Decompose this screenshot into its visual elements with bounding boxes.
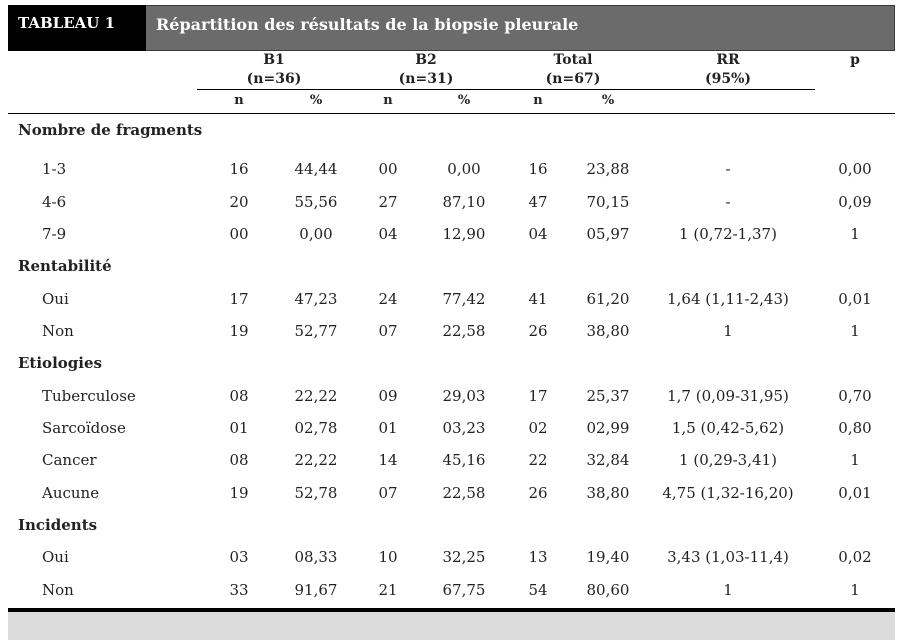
- table-row: [0, 193, 902, 215]
- cell-b1-n: 19: [229, 484, 249, 502]
- col-rr-name: RR: [716, 52, 740, 68]
- col-b2-n: (n=31): [398, 71, 454, 87]
- table-title-bar: [8, 5, 895, 51]
- col-b1-n: (n=36): [246, 71, 302, 87]
- section-title: Etiologies: [18, 354, 102, 372]
- cell-b1-pct: 44,44: [294, 160, 338, 178]
- cell-p: 0,02: [838, 548, 872, 566]
- section-title: Incidents: [18, 516, 98, 534]
- cell-total-n: 02: [528, 419, 548, 437]
- cell-b1-n: 16: [229, 160, 249, 178]
- cell-total-pct: 25,37: [586, 387, 630, 405]
- cell-b1-n: 08: [229, 451, 249, 469]
- row-label: Cancer: [42, 451, 97, 469]
- cell-rr: 1: [723, 322, 733, 340]
- col-header-b1: [224, 51, 324, 89]
- cell-b1-pct: 55,56: [294, 193, 338, 211]
- cell-b1-n: 01: [229, 419, 249, 437]
- cell-b2-n: 01: [378, 419, 398, 437]
- cell-total-n: 22: [528, 451, 548, 469]
- cell-b1-n: 00: [229, 225, 249, 243]
- cell-rr: 1,64 (1,11-2,43): [667, 290, 789, 308]
- cell-b1-n: 17: [229, 290, 249, 308]
- row-label: Tuberculose: [42, 387, 136, 405]
- col-b2-name: B2: [415, 52, 437, 68]
- col-total-name: Total: [553, 52, 593, 68]
- cell-b2-pct: 32,25: [442, 548, 486, 566]
- cell-b2-pct: 0,00: [447, 160, 481, 178]
- col-b1-n-label: n: [234, 93, 244, 108]
- col-p-name: p: [850, 52, 860, 68]
- cell-b1-n: 03: [229, 548, 249, 566]
- row-label: 4-6: [42, 193, 67, 211]
- cell-total-pct: 32,84: [586, 451, 630, 469]
- cell-b1-pct: 47,23: [294, 290, 338, 308]
- cell-total-n: 17: [528, 387, 548, 405]
- cell-b2-pct: 03,23: [442, 419, 486, 437]
- table-row: [0, 290, 902, 312]
- section-title: Nombre de fragments: [18, 121, 203, 139]
- cell-b2-pct: 77,42: [442, 290, 486, 308]
- cell-b1-n: 20: [229, 193, 249, 211]
- cell-b2-pct: 22,58: [442, 484, 486, 502]
- cell-b2-pct: 29,03: [442, 387, 486, 405]
- cell-b2-pct: 22,58: [442, 322, 486, 340]
- cell-total-n: 04: [528, 225, 548, 243]
- cell-total-n: 13: [528, 548, 548, 566]
- row-label: Sarcoïdose: [42, 419, 126, 437]
- cell-b2-n: 07: [378, 322, 398, 340]
- table-row: [0, 548, 902, 570]
- cell-total-pct: 61,20: [586, 290, 630, 308]
- cell-rr: 1 (0,72-1,37): [679, 225, 777, 243]
- cell-b1-pct: 08,33: [294, 548, 338, 566]
- col-header-p: [805, 51, 902, 70]
- col-b1-pct-label: %: [309, 93, 323, 108]
- col-total-n-label: n: [533, 93, 543, 108]
- cell-p: 1: [850, 451, 860, 469]
- cell-b2-pct: 87,10: [442, 193, 486, 211]
- col-total-pct-label: %: [601, 93, 615, 108]
- cell-total-pct: 38,80: [586, 484, 630, 502]
- cell-b1-pct: 91,67: [294, 581, 338, 599]
- section-title: Rentabilité: [18, 257, 112, 275]
- cell-p: 1: [850, 322, 860, 340]
- cell-total-pct: 02,99: [586, 419, 630, 437]
- table-row: [0, 225, 902, 247]
- cell-p: 1: [850, 581, 860, 599]
- cell-b2-n: 24: [378, 290, 398, 308]
- cell-p: 0,09: [838, 193, 872, 211]
- row-label: Non: [42, 322, 74, 340]
- table-title: Répartition des résultats de la biopsie pleurale: [146, 5, 895, 51]
- cell-p: 0,01: [838, 290, 872, 308]
- cell-p: 1: [850, 225, 860, 243]
- cell-b2-n: 07: [378, 484, 398, 502]
- cell-b1-pct: 0,00: [299, 225, 333, 243]
- col-total-n: (n=67): [545, 71, 601, 87]
- row-label: 7-9: [42, 225, 67, 243]
- table-row: [0, 484, 902, 506]
- table-row: [0, 160, 902, 182]
- cell-total-pct: 23,88: [586, 160, 630, 178]
- cell-rr: 1,5 (0,42-5,62): [671, 419, 785, 437]
- table-row: [0, 387, 902, 409]
- cell-b2-pct: 67,75: [442, 581, 486, 599]
- cell-b1-pct: 22,22: [294, 387, 338, 405]
- cell-total-pct: 19,40: [586, 548, 630, 566]
- cell-p: 0,01: [838, 484, 872, 502]
- cell-rr: 1: [723, 581, 733, 599]
- table-row: [0, 419, 902, 441]
- col-header-b2: [376, 51, 476, 89]
- cell-total-pct: 80,60: [586, 581, 630, 599]
- cell-total-pct: 05,97: [586, 225, 630, 243]
- cell-total-n: 16: [528, 160, 548, 178]
- row-label: 1-3: [42, 160, 67, 178]
- col-b2-n-label: n: [383, 93, 393, 108]
- cell-b2-n: 10: [378, 548, 398, 566]
- cell-b2-pct: 45,16: [442, 451, 486, 469]
- cell-rr: 3,43 (1,03-11,4): [667, 548, 789, 566]
- cell-p: 0,00: [838, 160, 872, 178]
- col-b2-pct-label: %: [457, 93, 471, 108]
- col-header-rr: [678, 51, 778, 89]
- cell-b1-n: 19: [229, 322, 249, 340]
- cell-rr: 4,75 (1,32-16,20): [662, 484, 794, 502]
- cell-b2-n: 14: [378, 451, 398, 469]
- cell-b1-n: 33: [229, 581, 249, 599]
- col-header-total: [523, 51, 623, 89]
- col-b1-name: B1: [263, 52, 285, 68]
- col-rr-ci: (95%): [704, 71, 752, 87]
- table-number: TABLEAU 1: [8, 5, 146, 51]
- cell-total-pct: 38,80: [586, 322, 630, 340]
- cell-b2-n: 00: [378, 160, 398, 178]
- cell-b1-pct: 52,78: [294, 484, 338, 502]
- table-row: [0, 581, 902, 603]
- cell-b2-n: 04: [378, 225, 398, 243]
- cell-total-n: 26: [528, 322, 548, 340]
- cell-p: 0,80: [838, 419, 872, 437]
- row-label: Oui: [42, 290, 69, 308]
- cell-rr: -: [725, 160, 731, 178]
- subheader-rule: [197, 89, 815, 90]
- cell-b2-pct: 12,90: [442, 225, 486, 243]
- cell-p: 0,70: [838, 387, 872, 405]
- table-footer-band: [8, 612, 895, 640]
- row-label: Oui: [42, 548, 69, 566]
- row-label: Aucune: [42, 484, 100, 502]
- cell-total-n: 54: [528, 581, 548, 599]
- cell-rr: -: [725, 193, 731, 211]
- header-bottom-rule: [8, 113, 895, 114]
- cell-b1-pct: 22,22: [294, 451, 338, 469]
- cell-rr: 1 (0,29-3,41): [679, 451, 777, 469]
- cell-b2-n: 21: [378, 581, 398, 599]
- cell-total-n: 47: [528, 193, 548, 211]
- cell-total-n: 41: [528, 290, 548, 308]
- table-row: [0, 451, 902, 473]
- table-row: [0, 322, 902, 344]
- cell-rr: 1,7 (0,09-31,95): [667, 387, 789, 405]
- cell-b1-n: 08: [229, 387, 249, 405]
- cell-b2-n: 27: [378, 193, 398, 211]
- cell-b1-pct: 52,77: [294, 322, 338, 340]
- cell-b2-n: 09: [378, 387, 398, 405]
- cell-b1-pct: 02,78: [294, 419, 338, 437]
- cell-total-pct: 70,15: [586, 193, 630, 211]
- row-label: Non: [42, 581, 74, 599]
- cell-total-n: 26: [528, 484, 548, 502]
